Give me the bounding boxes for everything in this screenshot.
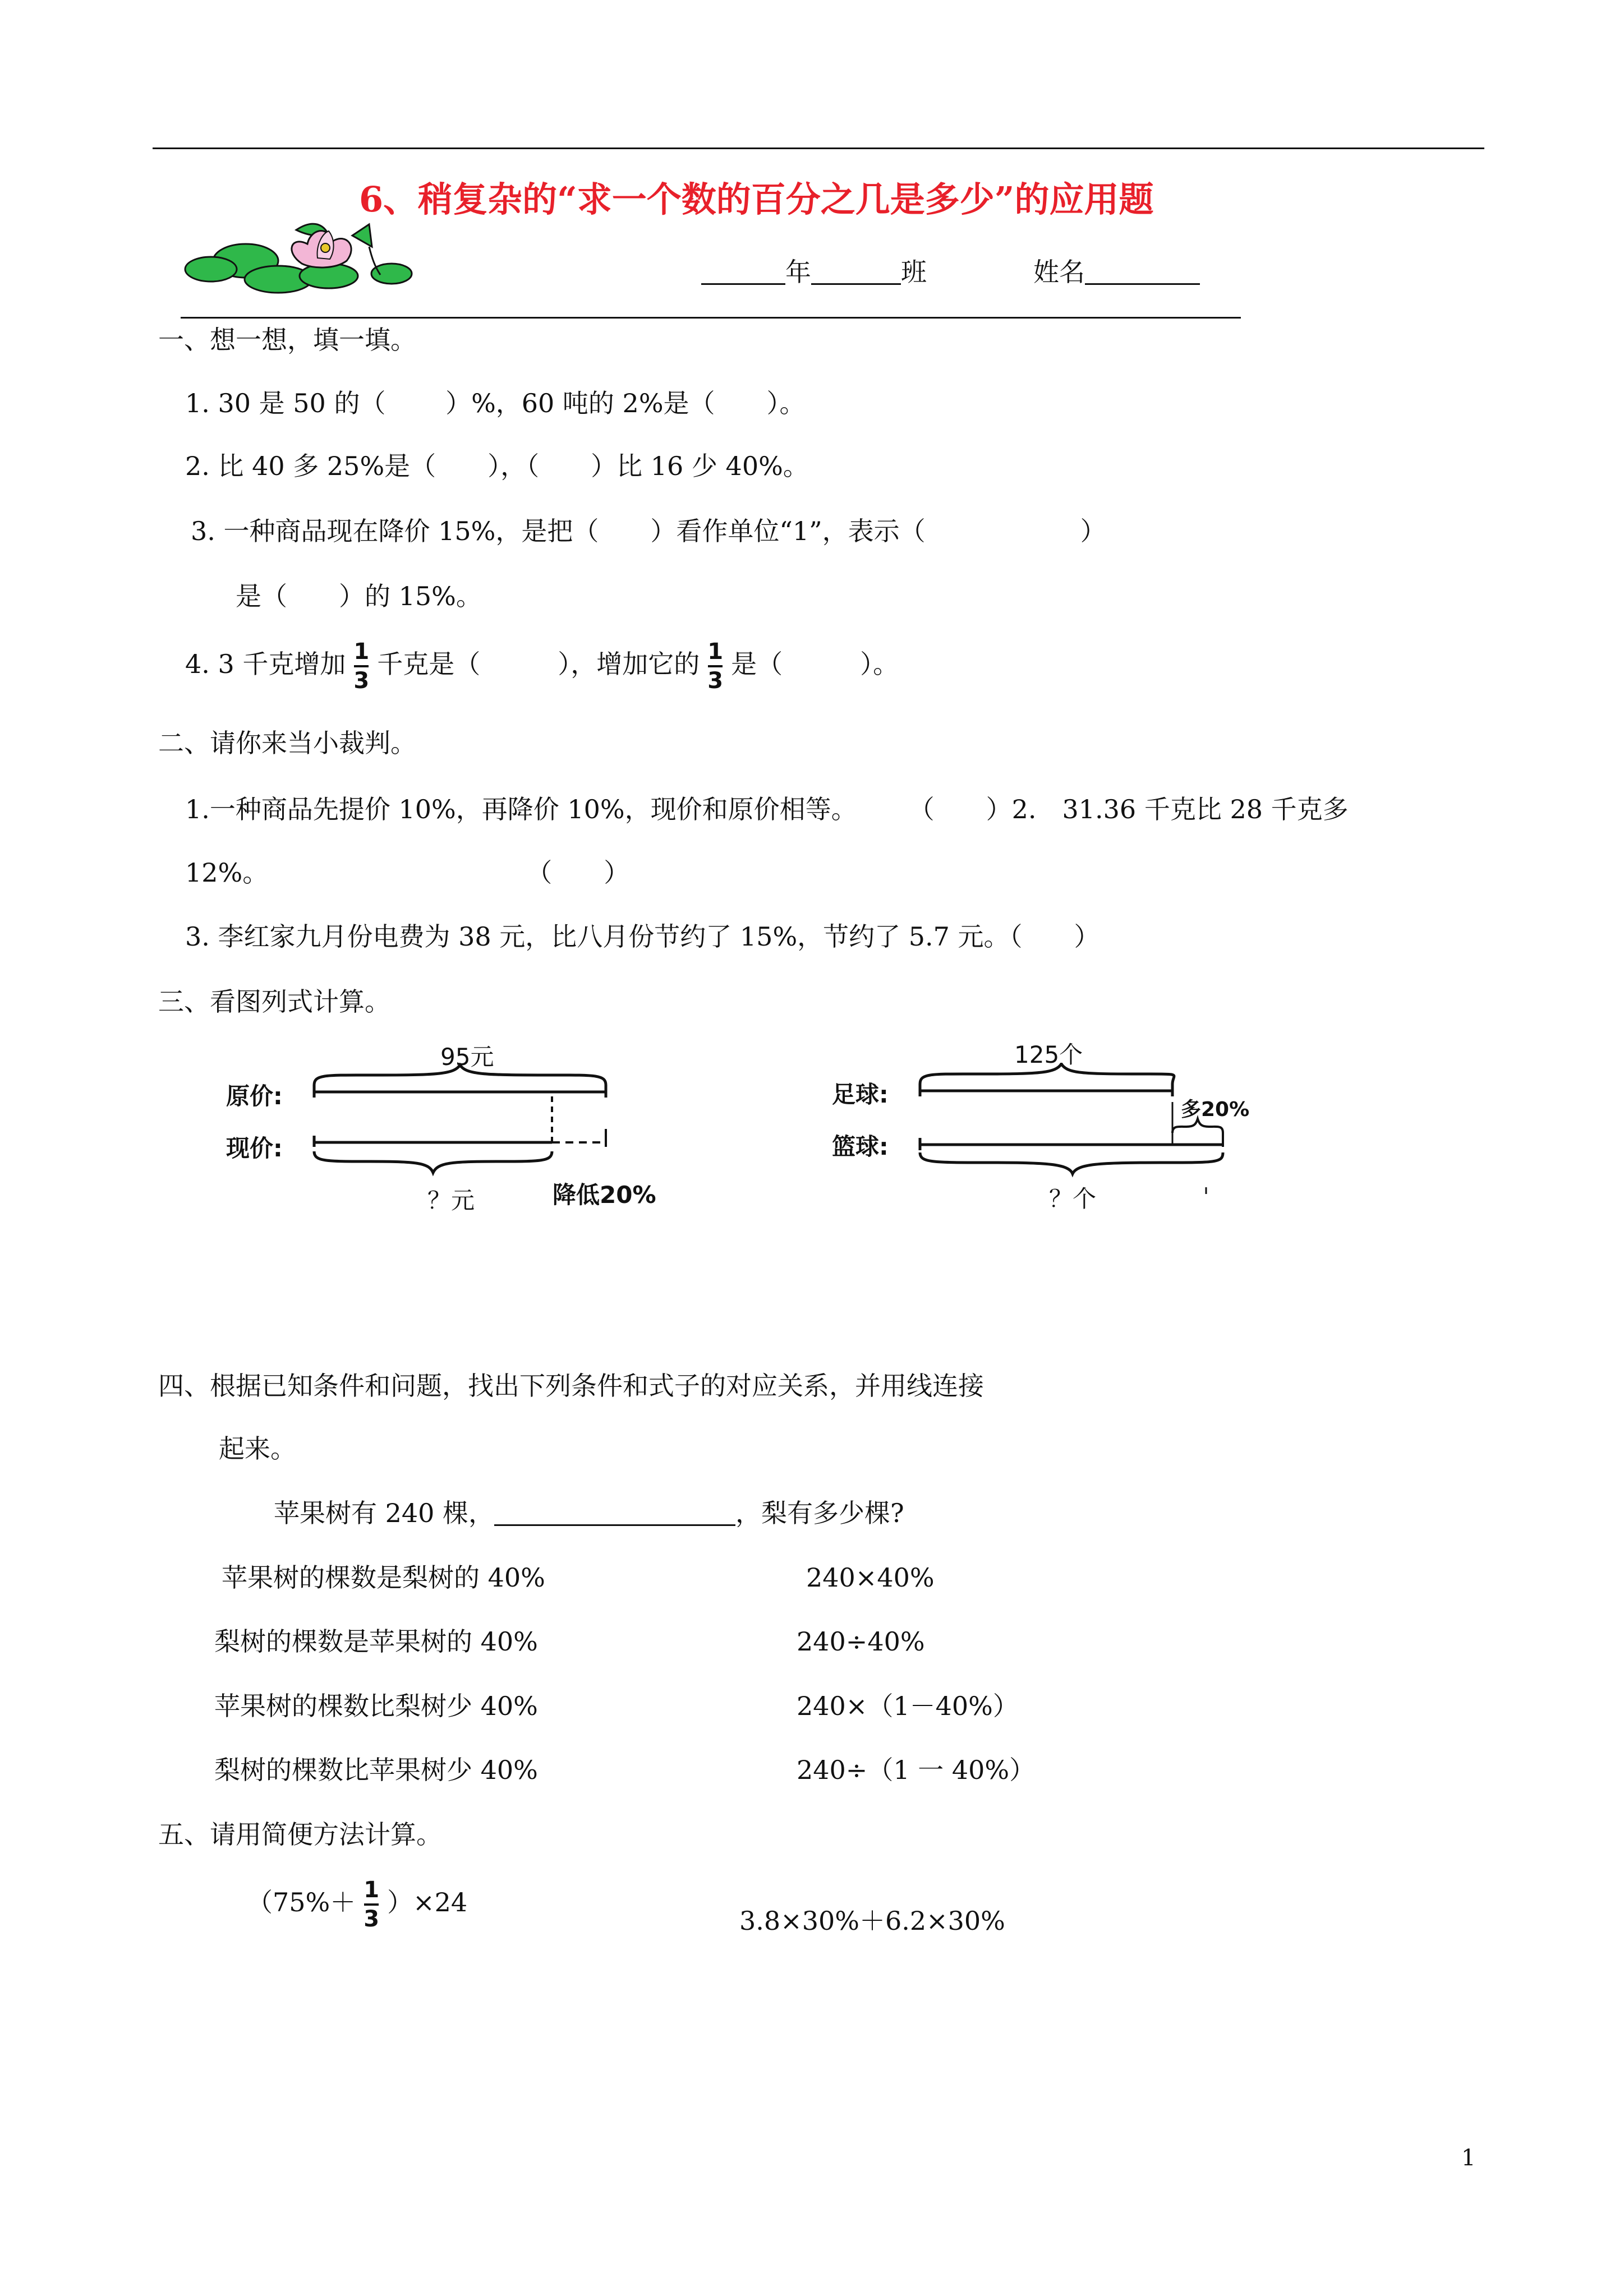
condition-1[interactable]: 苹果树的棵数是梨树的 40% [222,1562,545,1593]
fraction-one-third: $\frac{1}{3}$ [364,1877,380,1932]
right-top-brace [920,1064,1174,1084]
left-bottom-brace [314,1151,552,1173]
right-bottom-value: ？个 [1049,1185,1097,1212]
left-row1-label: 原价: [226,1082,283,1110]
s1-question-1: 1. 30 是 50 的（ ）%，60 吨的 2%是（ ）。 [185,388,806,418]
s1-question-2: 2. 比 40 多 25%是（ ），（ ）比 16 少 40%。 [185,451,809,481]
left-row2-label: 现价: [226,1135,283,1162]
s5-expression-2: 3.8×30%＋6.2×30% [739,1906,1005,1936]
page-title: 6、稍复杂的“求一个数的百分之几是多少”的应用题 [359,179,1154,220]
q4-text-mid: 千克是（ ），增加它的 [377,649,700,679]
class-blank[interactable] [811,261,901,285]
s4-problem [274,1500,904,1526]
name-label: 姓名 [1033,257,1085,287]
section-1-heading: 一、想一想，填一填。 [158,325,416,355]
header-rule [181,317,1241,319]
left-bottom-value: ？元 [427,1187,475,1214]
s1-question-3-cont: 是（ ）的 15%。 [236,581,482,611]
condition-2[interactable]: 梨树的棵数是苹果树的 40% [214,1626,538,1657]
left-top-brace [314,1065,606,1085]
right-more-label: 多20% [1181,1098,1250,1121]
section-5-heading: 五、请用简便方法计算。 [158,1819,442,1850]
page-number: 1 [1461,2145,1476,2171]
problem-end: ，梨有多少棵? [735,1498,904,1528]
left-bar-diagram [303,1063,623,1181]
condition-blank[interactable] [494,1502,735,1526]
fraction-one-third: $\frac{1}{3}$ [353,639,370,694]
s1-question-4 [185,640,899,692]
top-rule [153,147,1484,149]
name-blank[interactable] [1085,261,1200,285]
condition-4[interactable]: 梨树的棵数比苹果树少 40% [214,1755,538,1785]
right-row1-label: 足球: [832,1081,889,1108]
s5-expression-1 [247,1879,467,1930]
s2-question-3: 3. 李红家九月份电费为 38 元，比八月份节约了 15%，节约了 5.7 元。（ ） [185,921,1100,952]
year-blank[interactable] [701,261,785,285]
year-label: 年 [785,257,811,287]
class-label: 班 [901,257,927,287]
s1-question-3: 3. 一种商品现在降价 15%，是把（ ）看作单位“1”，表示（ ） [191,516,1106,546]
right-bar-diagram [909,1063,1229,1197]
formula-1[interactable]: 240×40% [806,1562,935,1593]
formula-2[interactable]: 240÷40% [797,1626,925,1657]
section-4-heading-cont: 起来。 [219,1433,296,1464]
formula-4[interactable]: 240÷（1 一 40%） [797,1755,1036,1785]
class-info-line [701,259,1200,285]
expr1-start: （75%＋ [247,1887,356,1917]
section-3-heading: 三、看图列式计算。 [158,986,390,1017]
section-2-heading: 二、请你来当小裁判。 [158,728,416,758]
lotus-decoration [178,213,414,297]
q4-text-start: 4. 3 千克增加 [185,649,346,679]
section-4-heading: 四、根据已知条件和问题，找出下列条件和式子的对应关系，并用线连接 [158,1371,984,1401]
left-reduce-label: 降低20% [553,1181,656,1209]
q4-text-end: 是（ ）。 [731,649,899,679]
s2-question-1: 1.一种商品先提价 10%，再降价 10%，现价和原价相等。 （ ）2. 31.36 千克比 28 千克多 [185,794,1349,824]
expr1-end: ）×24 [387,1887,468,1917]
right-row2-label: 篮球: [832,1133,889,1160]
problem-start: 苹果树有 240 棵， [274,1498,495,1528]
condition-3[interactable]: 苹果树的棵数比梨树少 40% [214,1691,538,1721]
right-bottom-brace [920,1152,1223,1174]
s2-question-2-cont: 12%。 （ ） [185,857,630,888]
left-top-value: 95元 [440,1043,494,1071]
fraction-one-third: $\frac{1}{3}$ [707,639,724,694]
right-more-brace [1172,1119,1223,1147]
formula-3[interactable]: 240×（1－40%） [797,1691,1019,1721]
right-top-value: 125个 [1014,1041,1083,1068]
